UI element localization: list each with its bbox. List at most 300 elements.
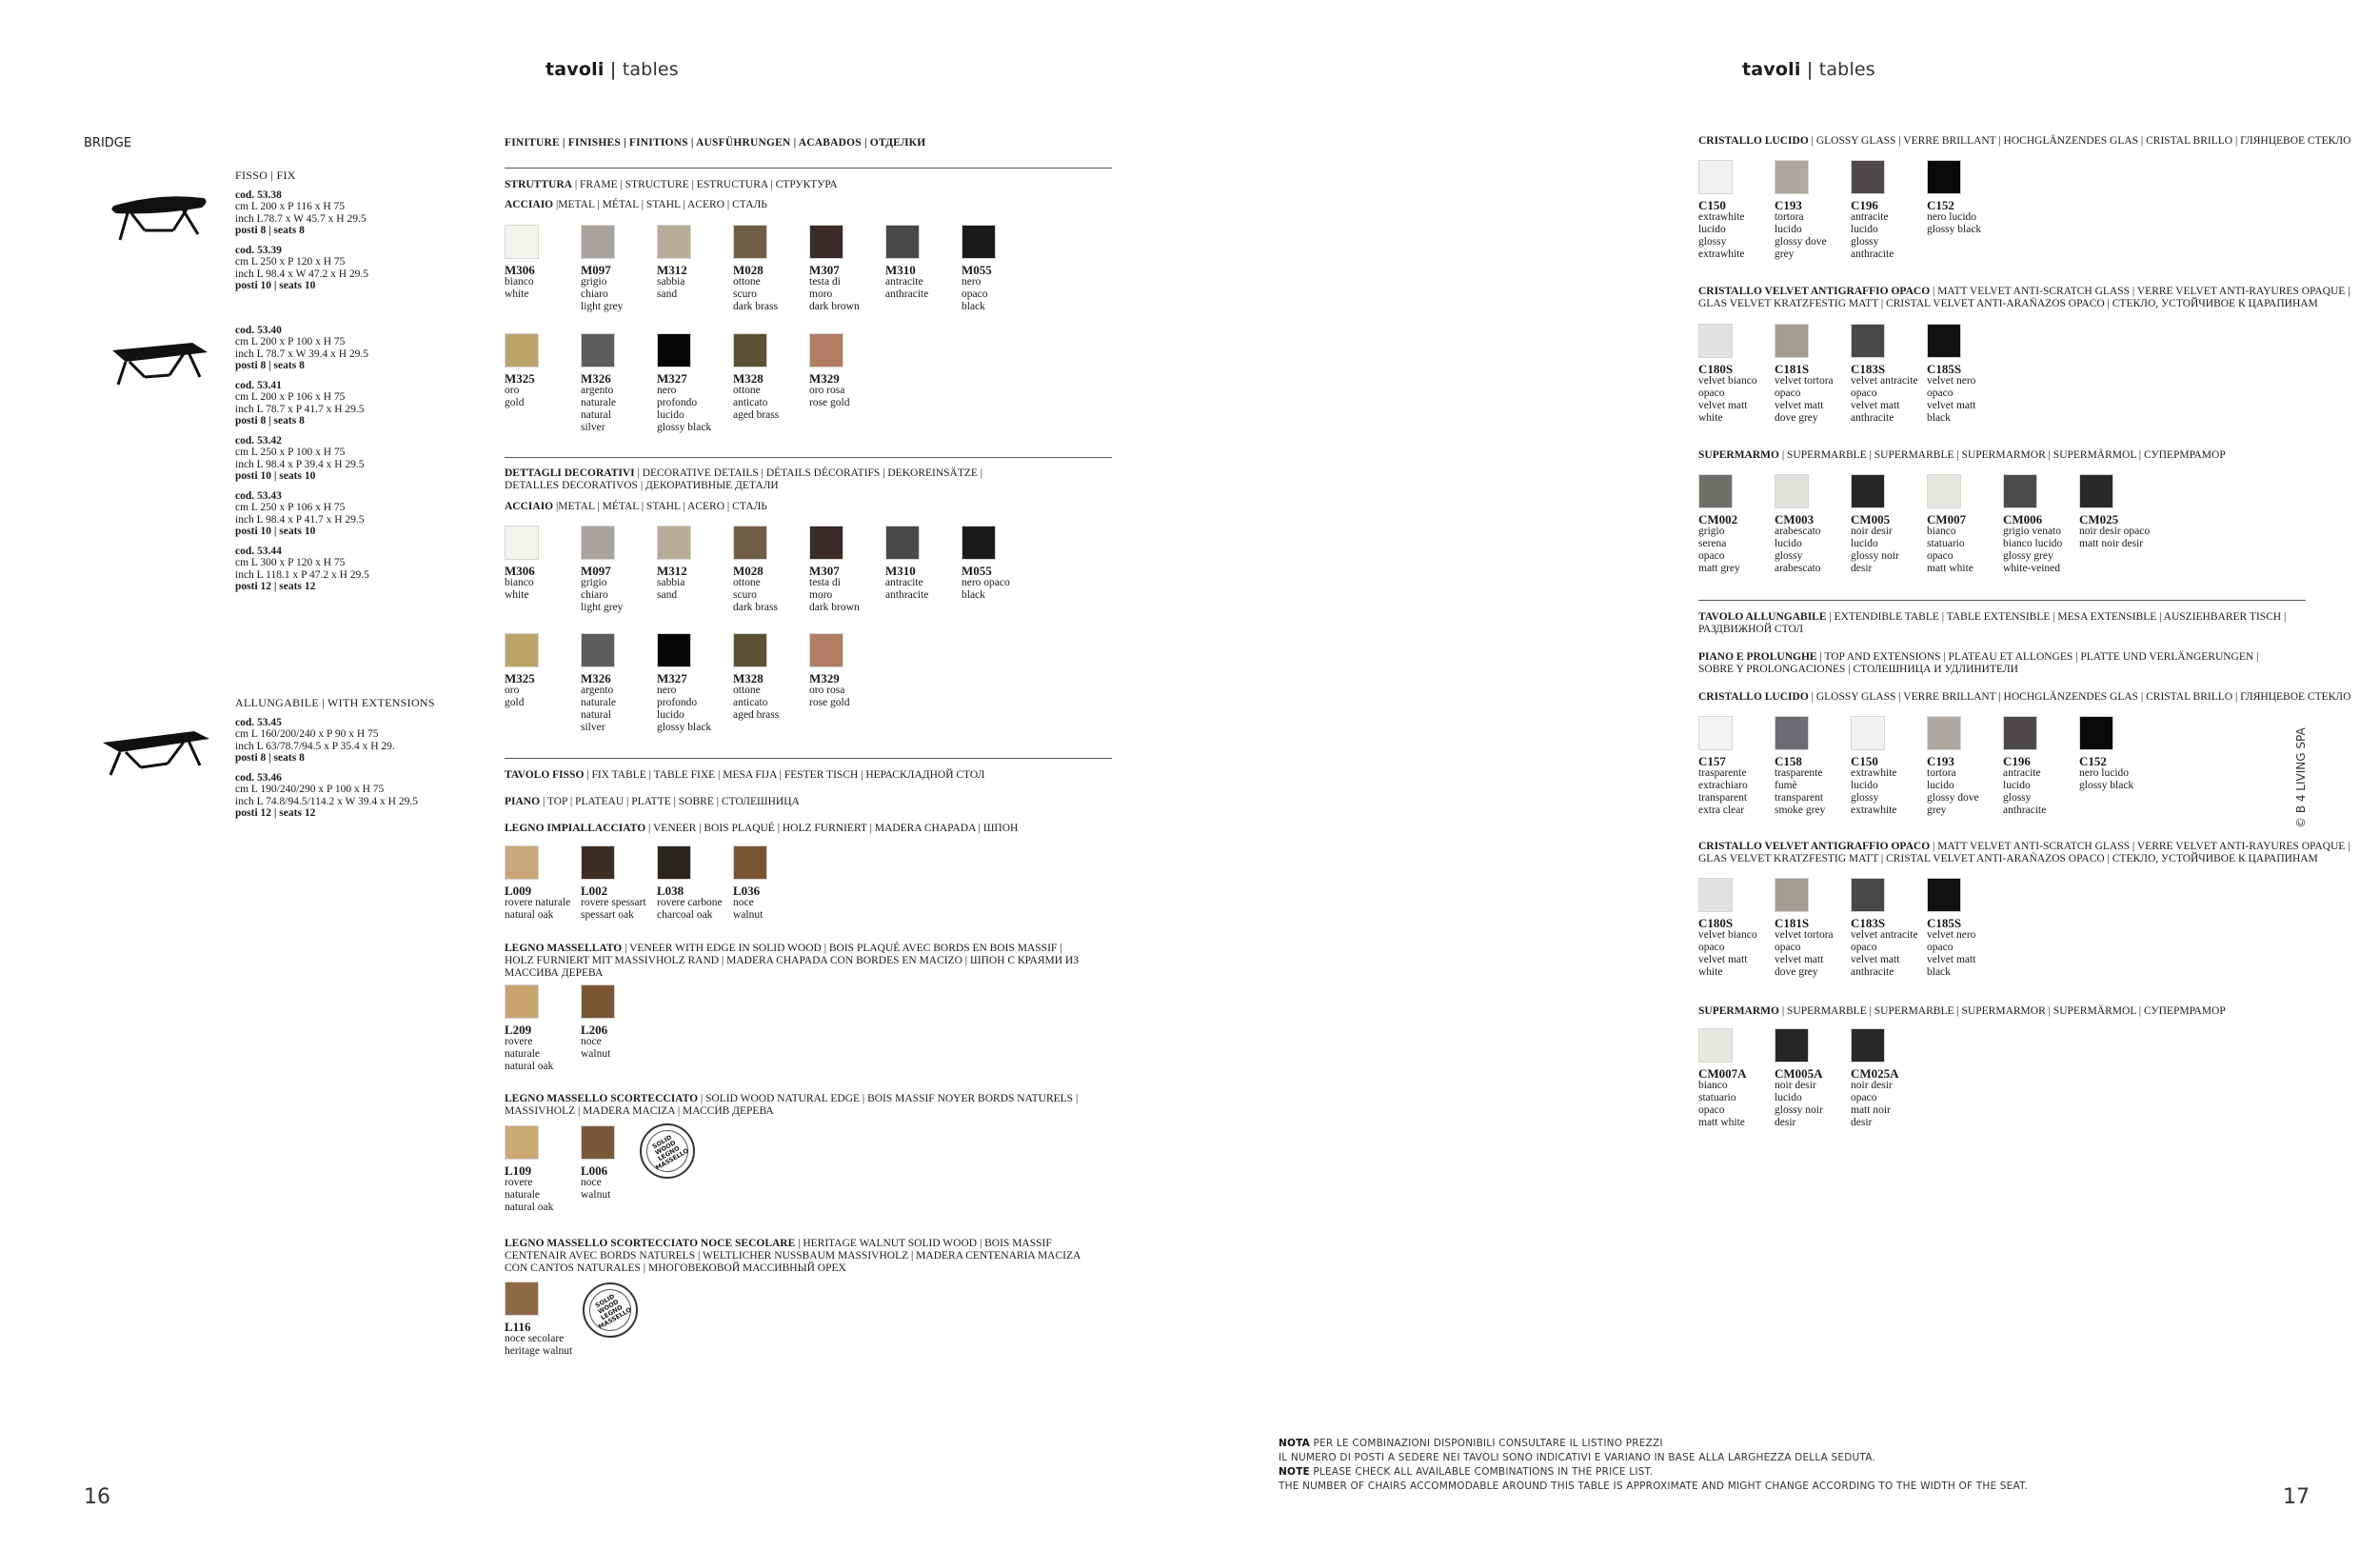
scortecciato-head [505,1093,1078,1118]
swatch [962,225,1038,313]
swatch-name: testa di moro dark brown [809,276,860,312]
swatch-code: CM006 [2003,512,2043,527]
divider [505,758,1112,759]
swatch-name: bianco white [505,577,534,601]
swatch-chip [809,526,843,560]
seats: posti 8 | seats 8 [235,225,305,236]
swatch-code: CM005A [1775,1066,1823,1081]
code-block [235,490,369,538]
swatch-chip [885,225,920,259]
swatch [1698,160,1775,261]
swatch-code: M028 [733,564,764,578]
swatch-chip [885,526,920,560]
code-block [235,717,435,765]
glossy-head [1698,135,2350,148]
swatch-chip [657,333,691,368]
swatch [1698,1028,1775,1129]
swatch-chip [1698,324,1733,358]
swatch-code: C152 [1927,198,1954,212]
swatch [657,526,733,614]
swatch-name: trasparente fumè transparent smoke grey [1775,767,1826,816]
code-number: cod. 53.41 [235,379,282,391]
swatch-chip [505,633,539,667]
velvet-head-rest: | MATT VELVET ANTI-SCRATCH GLASS | VERRE VELVET ANTI-RAYURES OPAQUE | [1930,286,2350,297]
swatch [1851,474,1927,575]
swatch-row [505,1282,581,1358]
swatch [505,526,581,614]
swatch [733,633,809,734]
details-sub-bold: ACCIAIO [505,501,554,512]
massellato-head-line2: HOLZ FURNIERT MIT MASSIVHOLZ RAND | MADERA CHAPADA CON BORDES EN MACIZO | ШПОН С КРАЯМИ ИЗ [505,955,1079,966]
dim-cm: cm L 160/200/240 x P 90 x H 75 [235,728,379,740]
velvet-head-bold: CRISTALLO VELVET ANTIGRAFFIO OPACO [1698,286,1931,297]
swatch [657,845,733,922]
seats: posti 12 | seats 12 [235,581,316,592]
swatch-code: C180S [1698,916,1734,930]
swatch-chip [1698,878,1733,912]
swatch [1775,716,1851,817]
code-number: cod. 53.44 [235,545,282,557]
swatch [1698,716,1775,817]
ext-head [1698,611,2286,636]
top-head-rest: | TOP | PLATEAU | PLATTE | SOBRE | СТОЛЕШНИЦА [540,796,800,807]
heritage-head-rest: | HERITAGE WALNUT SOLID WOOD | BOIS MASSIF [795,1238,1052,1249]
swatch-chip [809,333,843,368]
swatch-chip [1775,716,1809,750]
swatch [1698,878,1775,979]
swatch-chip [733,633,767,667]
swatch-name: rovere naturale natural oak [505,897,571,921]
swatch-code: C196 [1851,198,1878,212]
header-left-sep: | [609,59,617,80]
swatch-chip [733,526,767,560]
swatch-code: C193 [1927,754,1954,768]
swatch-name: noir desir lucido glossy noir desir [1775,1080,1823,1128]
swatch-chip [581,1125,615,1160]
swatch-name: nero lucido glossy black [1927,211,1982,235]
dim-cm: cm L 200 x P 100 x H 75 [235,336,346,348]
swatch-name: velvet bianco opaco velvet matt white [1698,929,1757,978]
swatch-name: antracite lucido glossy anthracite [1851,211,1894,260]
code-block [235,772,435,820]
swatch [1851,1028,1927,1129]
code-block [235,546,369,593]
dim-inch: inch L 63/78.7/94.5 x P 35.4 x H 29. [235,740,395,752]
swatch-chip [505,526,539,560]
swatch-chip [1698,1028,1733,1063]
swatch-chip [2079,474,2113,508]
swatch-chip [733,845,767,880]
dim-inch: inch L 98.4 x W 47.2 x H 29.5 [235,268,369,280]
swatch [1851,160,1927,261]
swatch-chip [657,845,691,880]
ext-top-bold: PIANO E PROLUNGHE [1698,651,1817,663]
swatch-chip [1851,160,1885,194]
swatch-name: noce walnut [581,1036,611,1060]
massellato-head-line3: МАССИВА ДЕРЕВА [505,967,604,979]
swatch-code: CM002 [1698,512,1738,527]
swatch-name: bianco statuario opaco matt white [1698,1080,1745,1128]
fixed-label: FISSO | FIX [235,169,296,182]
swatch-code: C185S [1927,916,1962,930]
copyright: © B 4 LIVING SPA [2294,727,2308,828]
swatch [885,526,962,614]
swatch [505,633,581,734]
swatch-chip [1698,716,1733,750]
swatch-code: C193 [1775,198,1802,212]
swatch-chip [1775,1028,1809,1063]
supermarmo-head [1698,449,2226,462]
swatch [505,1282,581,1358]
swatch [1775,324,1851,425]
dim-cm: cm L 200 x P 106 x H 75 [235,391,346,403]
swatch-name: ottone anticato aged brass [733,685,780,721]
swatch-code: M097 [581,263,611,277]
swatch-row [1698,474,2155,575]
swatch-code: CM007 [1927,512,1967,527]
swatch-name: noce secolare heritage walnut [505,1333,573,1357]
dim-inch: inch L 98.4 x P 41.7 x H 29.5 [235,513,365,526]
page-header-left [545,59,679,80]
heritage-head [505,1238,1081,1275]
code-number: cod. 53.46 [235,771,282,784]
dim-inch: inch L 78.7 x P 41.7 x H 29.5 [235,403,365,415]
swatch-chip [1851,878,1885,912]
dim-inch: inch L 118.1 x P 47.2 x H 29.5 [235,568,369,581]
code-number: cod. 53.43 [235,489,282,502]
veneer-head-rest: | VENEER | BOIS PLAQUÉ | HOLZ FURNIERT | MADERA CHAPADA | ШПОН [645,823,1019,834]
extendible-label: ALLUNGABILE | WITH EXTENSIONS [235,696,435,709]
swatch-code: L006 [581,1163,608,1178]
swatch [2079,716,2155,817]
swatch-code: C183S [1851,916,1886,930]
extendible-group [235,697,435,827]
swatch-name: grigio serena opaco matt grey [1698,526,1740,574]
swatch-name: grigio chiaro light grey [581,577,624,613]
swatch-chip [1698,474,1733,508]
note-block [1279,1437,2028,1494]
velvet-head-line2: GLAS VELVET KRATZFESTIG MATT | CRISTAL VELVET ANTI-ARAÑAZOS OPACO | СТЕКЛО, УСТОЙЧИВОЕ К ЦАРАПИНАМ [1698,298,2318,309]
glossy-head-bold: CRISTALLO LUCIDO [1698,135,1809,147]
swatch-code: M307 [809,263,840,277]
swatch [505,333,581,434]
scortecciato-head-rest: | SOLID WOOD NATURAL EDGE | BOIS MASSIF NOYER BORDS NATURELS | [698,1093,1079,1104]
swatch-code: L038 [657,884,684,898]
heritage-head-line2: CENTENAIR AVEC BORDS NATURELS | WELTLICHER NUSSBAUM MASSIVHOLZ | MADERA CENTENARIA MACIZA [505,1250,1081,1262]
table-icon-extendible [99,722,213,779]
fixed-table-head [505,769,984,782]
header-left-light: tables [622,59,679,80]
swatch-name: noir desir opaco matt noir desir [2079,526,2151,549]
scortecciato-head-bold: LEGNO MASSELLO SCORTECCIATO [505,1093,699,1104]
swatch-chip [733,225,767,259]
velvet2-head [1698,841,2350,865]
structure-head-rest: | FRAME | STRUCTURE | ESTRUCTURA | СТРУКТУРА [571,179,838,190]
seats: posti 10 | seats 10 [235,280,316,291]
dim-cm: cm L 250 x P 100 x H 75 [235,447,346,458]
details-head-bold: DETTAGLI DECORATIVI [505,467,635,479]
swatch-code: C152 [2079,754,2107,768]
swatch-row [505,633,885,734]
swatch-chip [505,1282,539,1316]
swatch-chip [505,984,539,1019]
swatch-row [505,333,885,434]
details-head-rest: | DECORATIVE DETAILS | DÉTAILS DÉCORATIFS | DEKOREINSÄTZE | [634,467,983,479]
swatch-code: M306 [505,263,535,277]
swatch-code: L036 [733,884,761,898]
ext-head-line2: РАЗДВИЖНОЙ СТОЛ [1698,624,1803,635]
swatch-chip [1775,324,1809,358]
swatch-chip [1927,716,1961,750]
swatch-code: C158 [1775,754,1802,768]
badge-text: SOLID WOOD LEGNO MASSELLO [582,1282,639,1339]
swatch-name: trasparente extrachiaro transparent extra clear [1698,767,1748,816]
swatch-name: nero opaco black [962,276,988,312]
swatch-chip [809,633,843,667]
swatch-code: M328 [733,371,764,386]
swatch-chip [505,1125,539,1160]
swatch [733,225,809,313]
massellato-head-bold: LEGNO MASSELLATO [505,943,623,954]
velvet2-head-bold: CRISTALLO VELVET ANTIGRAFFIO OPACO [1698,841,1931,852]
swatch-chip [809,225,843,259]
swatch-code: M329 [809,671,840,686]
dim-cm: cm L 250 x P 120 x H 75 [235,256,346,268]
swatch-name: ottone scuro dark brass [733,577,778,613]
code-block [235,245,369,292]
swatch-code: CM025 [2079,512,2119,527]
swatch-code: C150 [1698,198,1726,212]
velvet2-head-rest: | MATT VELVET ANTI-SCRATCH GLASS | VERRE VELVET ANTI-RAYURES OPAQUE | [1930,841,2350,852]
code-number: cod. 53.45 [235,716,282,728]
structure-head-bold: STRUTTURA [505,179,572,190]
massellato-head [505,943,1079,980]
swatch-row [1698,878,2003,979]
swatch [581,526,657,614]
swatch [581,845,657,922]
swatch-code: M097 [581,564,611,578]
swatch-name: extrawhite lucido glossy extrawhite [1698,211,1745,260]
details-sub [505,501,767,513]
swatch-chip [2003,716,2037,750]
swatch-code: L116 [505,1320,531,1334]
swatch [809,526,885,614]
swatch-chip [581,633,615,667]
note-label: NOTE [1279,1466,1310,1478]
details-head-line2: DETALLES DECORATIVOS | ДЕКОРАТИВНЫЕ ДЕТАЛИ [505,480,779,491]
dim-cm: cm L 300 x P 120 x H 75 [235,557,346,568]
swatch-name: rovere carbone charcoal oak [657,897,723,921]
page-number-left: 16 [84,1485,110,1509]
swatch [1775,878,1851,979]
note-line2: THE NUMBER OF CHAIRS ACCOMMODABLE AROUND THIS TABLE IS APPROXIMATE AND MIGHT CHANGE ACCORDING TO THE WIDTH OF THE SEAT. [1279,1480,2028,1492]
swatch-name: tortora lucido glossy dove grey [1927,767,1979,816]
swatch-row [505,526,1038,614]
swatch-chip [657,225,691,259]
fixed-table-head-bold: TAVOLO FISSO [505,769,585,781]
scortecciato-head-line2: MASSIVHOLZ | MADERA MACIZA | МАССИВ ДЕРЕВА [505,1105,774,1117]
header-right-light: tables [1818,59,1875,80]
swatch-chip [581,526,615,560]
swatch-name: velvet nero opaco velvet matt black [1927,375,1976,424]
swatch-chip [1775,160,1809,194]
swatch-code: L209 [505,1023,532,1037]
swatch-name: ottone anticato aged brass [733,385,780,421]
structure-head [505,179,838,191]
top-head [505,796,800,808]
swatch-name: noce walnut [733,897,764,921]
swatch [2003,716,2079,817]
heritage-head-bold: LEGNO MASSELLO SCORTECCIATO NOCE SECOLARE [505,1238,796,1249]
swatch [1698,324,1775,425]
swatch [581,633,657,734]
swatch-chip [1927,160,1961,194]
page-number-right: 17 [2283,1485,2310,1509]
swatch-code: CM025A [1851,1066,1899,1081]
swatch-row [505,984,657,1073]
swatch-name: oro rosa rose gold [809,385,850,408]
code-block [235,380,369,427]
swatch [1927,160,2003,261]
swatch-chip [657,526,691,560]
supermarmo-head-rest: | SUPERMARBLE | SUPERMARBLE | SUPERMARMOR | SUPERMÄRMOL | СУПЕРМРАМОР [1778,449,2226,461]
swatch-name: antracite lucido glossy anthracite [2003,767,2047,816]
code-block [235,189,369,237]
swatch-code: M328 [733,671,764,686]
code-number: cod. 53.39 [235,244,282,256]
swatch [1927,474,2003,575]
dim-cm: cm L 190/240/290 x P 100 x H 75 [235,784,385,795]
swatch-chip [962,225,996,259]
seats: posti 8 | seats 8 [235,752,305,764]
swatch-name: oro rosa rose gold [809,685,850,708]
code-number: cod. 53.38 [235,189,282,201]
swatch-name: velvet antracite opaco velvet matt anthracite [1851,929,1918,978]
swatch-code: M326 [581,671,611,686]
swatch-name: oro gold [505,685,525,708]
seats: posti 10 | seats 10 [235,470,316,482]
swatch-chip [505,333,539,368]
swatch-name: testa di moro dark brown [809,577,860,613]
seats: posti 8 | seats 8 [235,415,305,427]
fixed-group [235,169,369,601]
swatch-chip [1698,160,1733,194]
swatch-code: CM003 [1775,512,1815,527]
swatch [505,984,581,1073]
header-right-bold: tavoli [1742,59,1801,80]
swatch-code: M312 [657,263,687,277]
swatch-code: C181S [1775,916,1810,930]
swatch-row [1698,324,2003,425]
swatch [962,526,1038,614]
swatch-code: M055 [962,263,992,277]
swatch [581,333,657,434]
swatch-name: velvet bianco opaco velvet matt white [1698,375,1757,424]
product-name: BRIDGE [84,136,132,150]
swatch [2003,474,2079,575]
divider [1698,600,2306,601]
swatch-name: arabescato lucido glossy arabescato [1775,526,1821,574]
velvet-head [1698,286,2350,310]
nota-line2: IL NUMERO DI POSTI A SEDERE NEI TAVOLI SONO INDICATIVI E VARIANO IN BASE ALLA LARGHEZZA DELLA SEDUTA. [1279,1452,1875,1463]
table-icon-fixed-2 [107,335,211,392]
dim-inch: inch L 74.8/94.5/114.2 x W 39.4 x H 29.5 [235,795,418,807]
swatch-name: velvet tortora opaco velvet matt dove grey [1775,929,1834,978]
swatch [505,845,581,922]
swatch-chip [505,845,539,880]
swatch-row [1698,1028,1927,1129]
swatch [1851,324,1927,425]
swatch-chip [1927,324,1961,358]
heritage-head-line3: CON CANTOS NATURALES | МНОГОВЕКОВОЙ МАССИВНЫЙ ОРЕХ [505,1262,846,1274]
swatch [657,225,733,313]
swatch [2079,474,2155,575]
swatch [733,333,809,434]
swatch [809,225,885,313]
swatch-code: M310 [885,263,916,277]
header-left-bold: tavoli [545,59,605,80]
swatch-code: C180S [1698,362,1734,376]
swatch-chip [1927,878,1961,912]
swatch-chip [1927,474,1961,508]
glossy2-head [1698,691,2350,704]
solid-wood-badge [640,1123,695,1179]
swatch-name: velvet nero opaco velvet matt black [1927,929,1976,978]
glossy-head-rest: | GLOSSY GLASS | VERRE BRILLANT | HOCHGLÄNZENDES GLAS | CRISTAL BRILLO | ГЛЯНЦЕВОЕ СТЕКЛО [1808,135,2351,147]
structure-sub-bold: ACCIAIO [505,199,554,210]
swatch-chip [2003,474,2037,508]
ext-head-bold: TAVOLO ALLUNGABILE [1698,611,1827,623]
swatch [1851,878,1927,979]
swatch-code: CM005 [1851,512,1891,527]
fixed-table-head-rest: | FIX TABLE | TABLE FIXE | MESA FIJA | FESTER TISCH | НЕРАСКЛАДНОЙ СТОЛ [584,769,985,781]
swatch-code: M329 [809,371,840,386]
supermarmo2-head [1698,1005,2226,1018]
swatch-name: velvet antracite opaco velvet matt anthracite [1851,375,1918,424]
swatch [581,225,657,313]
swatch-name: bianco white [505,276,534,300]
details-head [505,467,982,492]
swatch-name: rovere naturale natural oak [505,1177,554,1213]
swatch [733,526,809,614]
swatch-chip [581,845,615,880]
swatch-chip [1851,474,1885,508]
code-block [235,435,369,483]
swatch-name: nero lucido glossy black [2079,767,2134,791]
swatch [657,633,733,734]
finishes-title: FINITURE | FINISHES | FINITIONS | AUSFÜHRUNGEN | ACABADOS | ОТДЕЛКИ [505,137,926,149]
swatch-name: grigio venato bianco lucido glossy grey white-veined [2003,526,2063,574]
glossy2-head-bold: CRISTALLO LUCIDO [1698,691,1809,703]
swatch-name: sabbia sand [657,577,685,601]
swatch-code: M028 [733,263,764,277]
swatch [1927,324,2003,425]
swatch-name: rovere naturale natural oak [505,1036,554,1072]
swatch [1698,474,1775,575]
swatch-name: bianco statuario opaco matt white [1927,526,1973,574]
swatch [505,225,581,313]
page-header-right [1742,59,1875,80]
swatch-name: antracite anthracite [885,577,929,601]
swatch-chip [1851,324,1885,358]
swatch-chip [581,225,615,259]
swatch-name: sabbia sand [657,276,685,300]
details-sub-rest: |METAL | MÉTAL | STAHL | ACERO | СТАЛЬ [553,501,767,512]
swatch-row [505,225,1038,313]
ext-top-line2: SOBRE Y PROLONGACIONES | СТОЛЕШНИЦА И УДЛИНИТЕЛИ [1698,664,2018,675]
code-block [235,325,369,372]
ext-head-rest: | EXTENDIBLE TABLE | TABLE EXTENSIBLE | MESA EXTENSIBLE | AUSZIEHBARER TISCH | [1826,611,2287,623]
